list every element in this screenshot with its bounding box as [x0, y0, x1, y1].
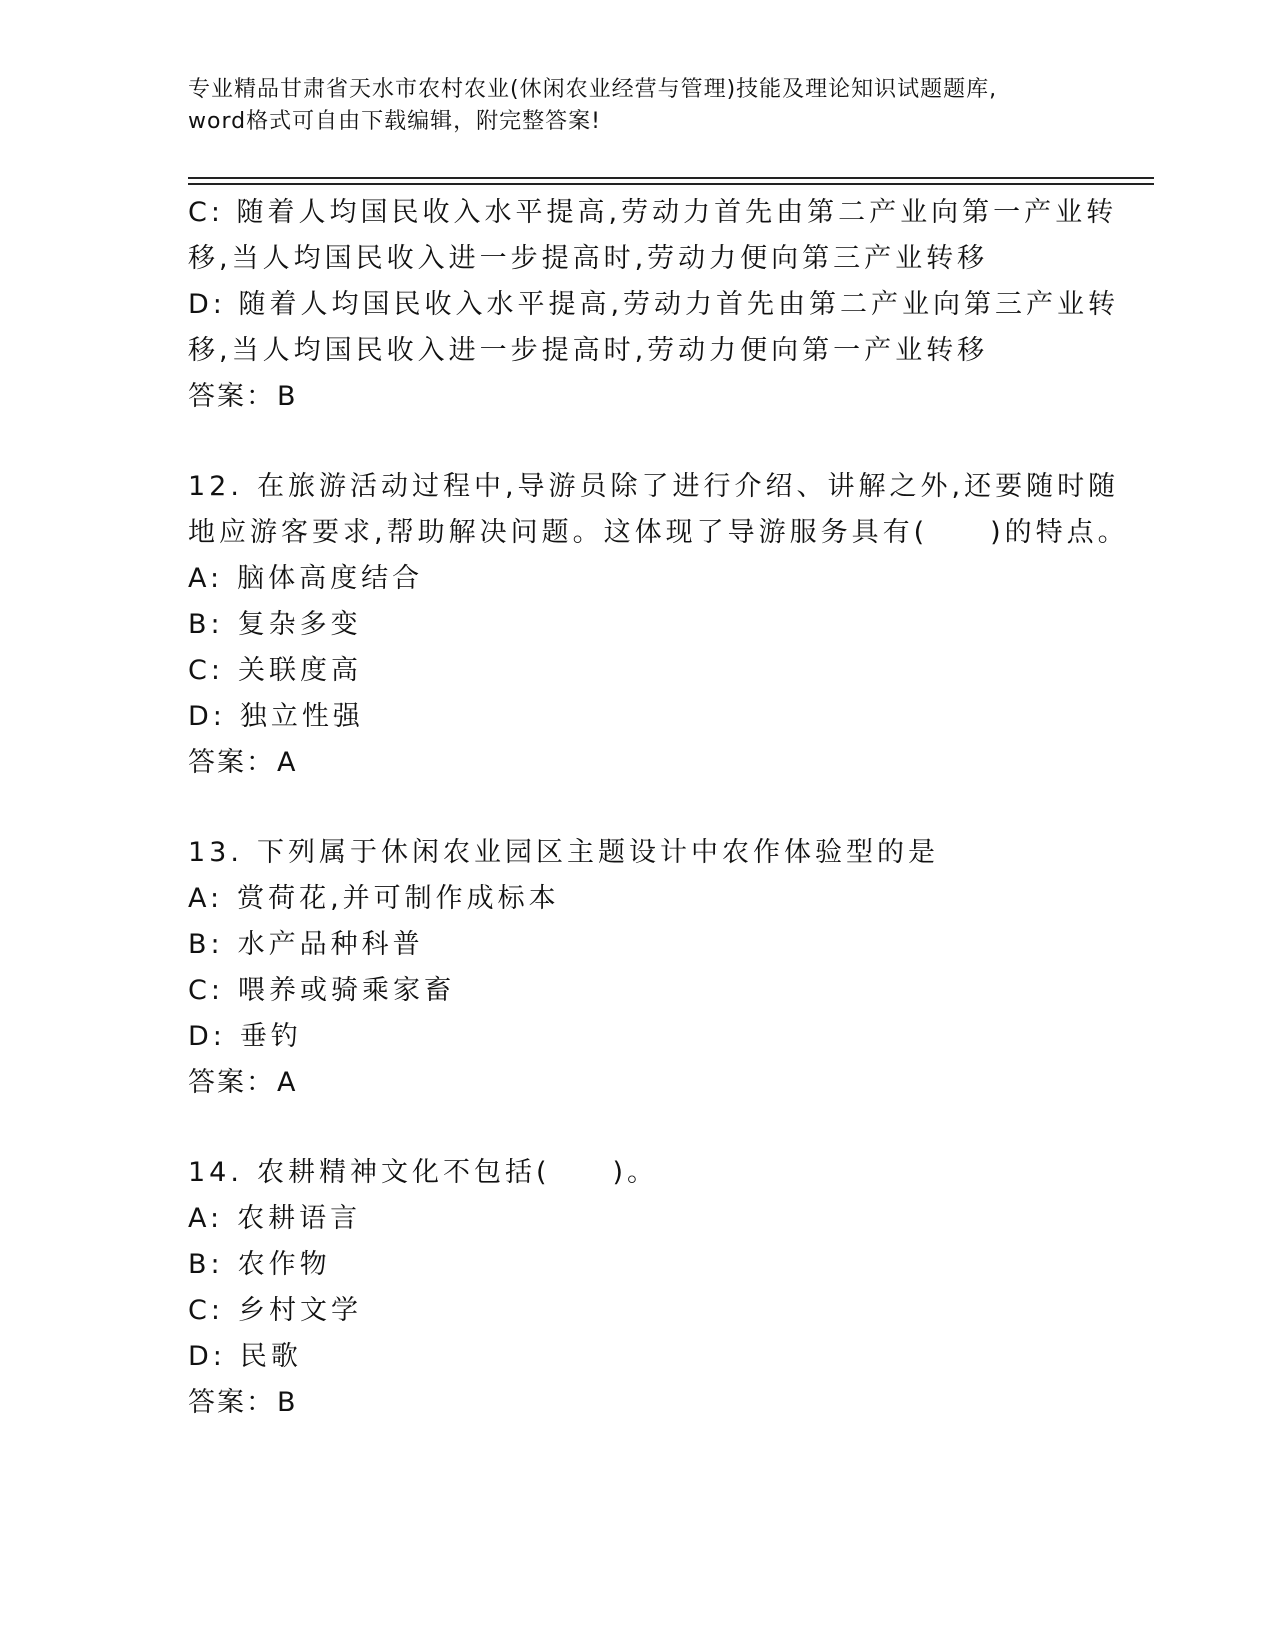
question-number: 14.	[188, 1157, 243, 1188]
option-key: C:	[188, 1295, 224, 1326]
header-divider-top	[188, 177, 1154, 179]
option-key: D:	[188, 1021, 226, 1052]
option-key: A:	[188, 883, 224, 914]
answer-line	[188, 740, 1088, 786]
option-text: 独立性强	[239, 701, 364, 732]
option-text: 喂养或骑乘家畜	[237, 975, 455, 1006]
option-text: 垂钓	[239, 1021, 302, 1052]
question-stem-text: 在旅游活动过程中,导游员除了进行介绍、讲解之外,还要随时随	[256, 471, 1120, 502]
option-b	[188, 602, 1088, 648]
option-text: 复杂多变	[237, 609, 362, 640]
option-b	[188, 922, 1088, 968]
option-d	[188, 1334, 1088, 1380]
header-line-2: word格式可自由下载编辑，附完整答案!	[188, 109, 601, 134]
option-text: 民歌	[239, 1341, 302, 1372]
answer-label: 答案：	[188, 1067, 275, 1098]
header-line-1: 专业精品甘肃省天水市农村农业(休闲农业经营与管理)技能及理论知识试题题库,	[188, 77, 998, 102]
option-key: A:	[188, 1203, 224, 1234]
question-14	[188, 1150, 1088, 1426]
answer-value: B	[277, 1387, 298, 1418]
question-12	[188, 464, 1129, 786]
question-13	[188, 830, 1088, 1106]
document-header	[188, 74, 1088, 138]
option-d	[188, 694, 1088, 740]
option-key: B:	[188, 609, 224, 640]
option-key: C:	[188, 655, 224, 686]
answer-value: B	[277, 381, 298, 412]
question-11-tail	[188, 190, 1120, 420]
option-d	[188, 1014, 1088, 1060]
option-c	[188, 968, 1088, 1014]
option-text: 赏荷花,并可制作成标本	[237, 883, 560, 914]
option-d-line-2: 移,当人均国民收入进一步提高时,劳动力便向第一产业转移	[188, 335, 989, 366]
answer-value: A	[277, 1067, 298, 1098]
question-stem-line-2: 地应游客要求,帮助解决问题。这体现了导游服务具有( )的特点。	[188, 517, 1129, 548]
question-stem	[188, 830, 1088, 876]
option-key: B:	[188, 929, 224, 960]
answer-line	[188, 374, 1088, 420]
question-stem	[188, 1150, 1088, 1196]
answer-line	[188, 1060, 1088, 1106]
option-a	[188, 876, 1088, 922]
option-key: A:	[188, 563, 224, 594]
question-stem-line-1	[188, 464, 1120, 510]
question-number: 12.	[188, 471, 243, 502]
option-key: B:	[188, 1249, 224, 1280]
option-text: 农耕语言	[237, 1203, 362, 1234]
answer-line	[188, 1380, 1088, 1426]
option-a	[188, 556, 1088, 602]
answer-label: 答案：	[188, 747, 275, 778]
option-c-line-2: 移,当人均国民收入进一步提高时,劳动力便向第三产业转移	[188, 243, 989, 274]
question-list	[188, 190, 1129, 1426]
option-text: 农作物	[237, 1249, 331, 1280]
answer-label: 答案：	[188, 381, 275, 412]
option-text: 水产品种科普	[237, 929, 424, 960]
option-key: C:	[188, 975, 224, 1006]
option-b	[188, 1242, 1088, 1288]
option-a	[188, 1196, 1088, 1242]
option-c	[188, 648, 1088, 694]
header-divider-bottom	[188, 183, 1154, 185]
option-text: 关联度高	[237, 655, 362, 686]
question-number: 13.	[188, 837, 243, 868]
answer-value: A	[277, 747, 298, 778]
option-text: 乡村文学	[237, 1295, 362, 1326]
option-key: D:	[188, 1341, 226, 1372]
option-key: D:	[188, 701, 226, 732]
option-c-line-1: C: 随着人均国民收入水平提高,劳动力首先由第二产业向第一产业转	[188, 197, 1118, 228]
option-d-line-1: D: 随着人均国民收入水平提高,劳动力首先由第二产业向第三产业转	[188, 289, 1120, 320]
option-c	[188, 1288, 1088, 1334]
question-stem-text: 下列属于休闲农业园区主题设计中农作体验型的是	[256, 837, 939, 868]
question-stem-text: 农耕精神文化不包括( )。	[256, 1157, 659, 1188]
answer-label: 答案：	[188, 1387, 275, 1418]
option-text: 脑体高度结合	[237, 563, 424, 594]
